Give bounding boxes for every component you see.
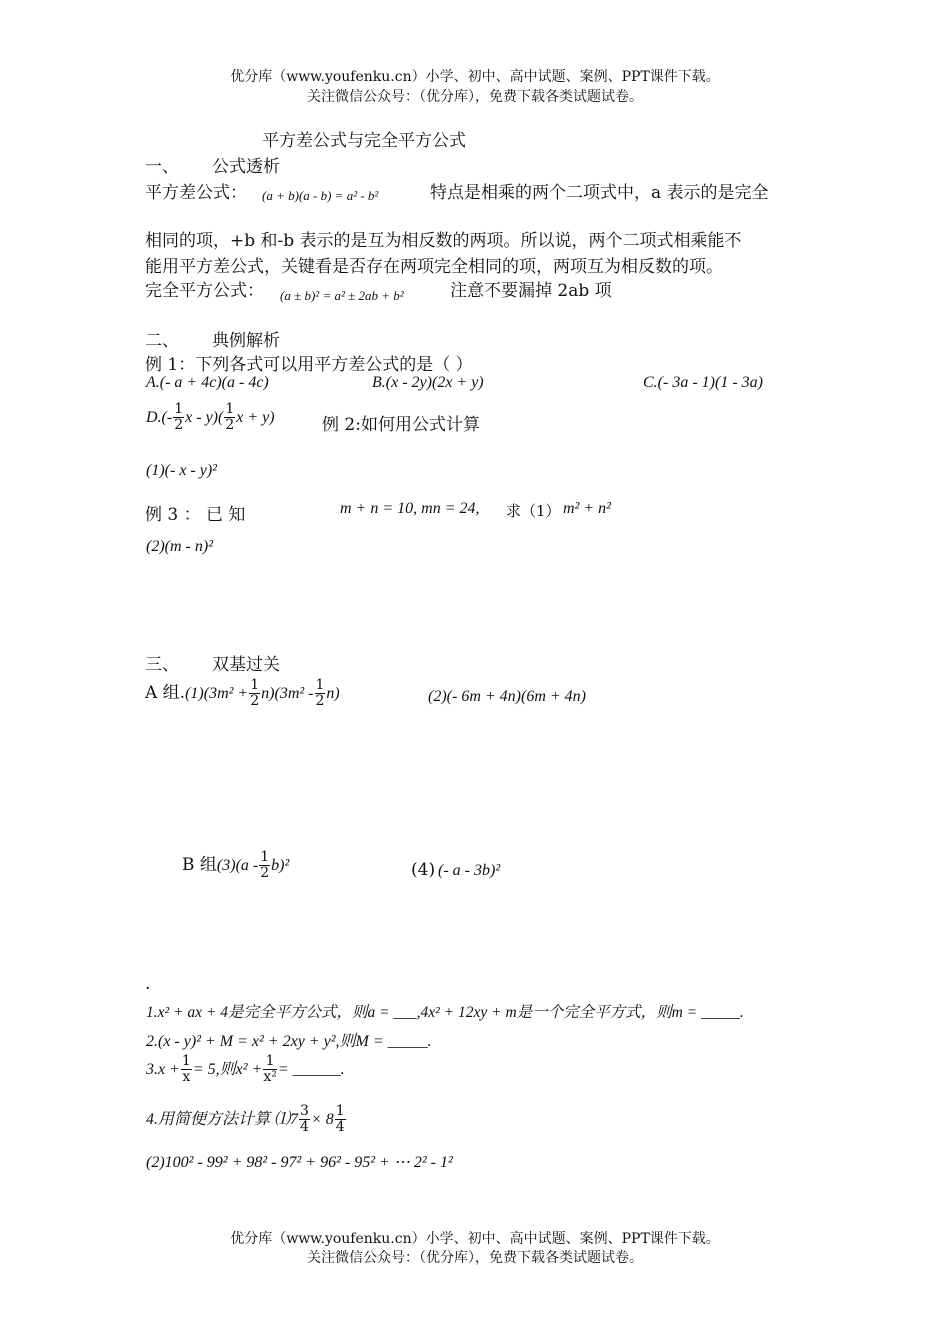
example-3-condition: m + n = 10, mn = 24,	[340, 500, 480, 517]
exercise-3-fraction-1: $\frac{1}{x}$	[181, 1053, 191, 1085]
exercise-4-pre: 4.用简便方法计算 ⑴7	[146, 1111, 299, 1128]
footer-line-1: 优分库（www.youfenku.cn）小学、初中、高中试题、案例、PPT课件下载。	[230, 1231, 720, 1247]
option-d	[146, 402, 275, 433]
group-b-label: B 组	[182, 855, 217, 875]
header-line-2: 关注微信公众号：（优分库），免费下载各类试题试卷。	[307, 89, 643, 105]
group-b-question-3	[182, 850, 289, 881]
section3-number: 三、	[145, 655, 179, 675]
exercise-4-fraction-2: $\frac{1}{4}$	[335, 1103, 345, 1135]
exercise-1: 1.x² + ax + 4是完全平方公式，则a = ___,4x² + 12xy + m是一个完全平方式，则m = _____.	[146, 1004, 744, 1021]
diff-desc-1: 特点是相乘的两个二项式中，a 表示的是完全	[430, 183, 769, 203]
option-d-mid-1: x - y)(	[185, 409, 224, 426]
example-2: 例 2:如何用公式计算	[322, 415, 480, 435]
exercise-3-pre: 3.x +	[146, 1061, 180, 1078]
exercise-2: 2.(x - y)² + M = x² + 2xy + y²,则M = _____.	[146, 1033, 432, 1050]
diff-desc-3: 能用平方差公式，关键看是否存在两项完全相同的项，两项互为相反数的项。	[145, 257, 723, 277]
section2-heading: 典例解析	[212, 331, 280, 351]
option-d-fraction-1: $\frac{1}{2}$	[174, 401, 184, 433]
exercise-4-mid: × 8	[310, 1111, 334, 1128]
example-3-question-1: m² + n²	[563, 500, 611, 517]
exercise-3-post: = ______.	[277, 1061, 345, 1078]
footer-line-2: 关注微信公众号：（优分库），免费下载各类试题试卷。	[307, 1250, 643, 1266]
diff-formula: (a + b)(a - b) = a² - b²	[262, 188, 379, 203]
group-b-question-4-label: (4)	[411, 860, 436, 880]
dot-marker: .	[145, 974, 151, 994]
group-a-question-1	[145, 678, 340, 709]
a1-fraction-1: $\frac{1}{2}$	[250, 677, 260, 709]
square-formula-label: 完全平方公式：	[145, 281, 264, 301]
a1-post: n)	[326, 685, 340, 702]
section3-heading: 双基过关	[212, 655, 280, 675]
exercise-3-mid: = 5,则x² +	[192, 1061, 263, 1078]
section1-number: 一、	[145, 157, 179, 177]
exercise-4	[146, 1104, 347, 1135]
example-1: 例 1：下列各式可以用平方差公式的是（ ）	[145, 355, 473, 375]
example-2-question-1: (1)(- x - y)²	[146, 462, 217, 479]
header-line-1: 优分库（www.youfenku.cn）小学、初中、高中试题、案例、PPT课件下载。	[230, 69, 720, 85]
option-c: C.(- 3a - 1)(1 - 3a)	[643, 374, 763, 391]
b3-fraction: $\frac{1}{2}$	[260, 849, 270, 881]
exercise-4-fraction-1: $\frac{3}{4}$	[300, 1103, 309, 1135]
section1-heading: 公式透析	[212, 157, 280, 177]
square-note: 注意不要漏掉 2ab 项	[450, 281, 612, 301]
group-a-question-2: (2)(- 6m + 4n)(6m + 4n)	[428, 688, 586, 705]
exercise-3	[146, 1054, 345, 1085]
option-d-mid-2: x + y)	[236, 409, 275, 426]
option-d-prefix: D.(-	[146, 409, 173, 426]
b3-post: b)²	[271, 857, 290, 874]
group-a-label: A 组.	[145, 683, 186, 703]
example-3-question-2: (2)(m - n)²	[146, 538, 213, 555]
group-b-question-4: (- a - 3b)²	[438, 862, 501, 879]
option-b: B.(x - 2y)(2x + y)	[372, 374, 484, 391]
option-a: A.(- a + 4c)(a - 4c)	[146, 374, 269, 391]
diff-desc-2: 相同的项，+b 和-b 表示的是互为相反数的两项。所以说，两个二项式相乘能不	[145, 231, 742, 251]
square-formula: (a ± b)² = a² ± 2ab + b²	[280, 288, 404, 303]
section2-number: 二、	[145, 331, 179, 351]
a1-mid: n)(3m² -	[261, 685, 314, 702]
example-3-label: 例 3 ： 已 知	[145, 505, 246, 525]
exercise-4-part-2: (2)100² - 99² + 98² - 97² + 96² - 95² + ⋯ 2² - 1²	[146, 1154, 453, 1171]
a1-fraction-2: $\frac{1}{2}$	[315, 677, 325, 709]
example-3-ask: 求（1）	[506, 502, 561, 520]
diff-formula-label: 平方差公式：	[145, 183, 247, 203]
b3-pre: (3)(a -	[216, 857, 259, 874]
a1-pre: (1)(3m² +	[185, 685, 249, 702]
exercise-3-fraction-2: $\frac{1}{\text{x²}}$	[263, 1053, 277, 1085]
page-title: 平方差公式与完全平方公式	[262, 131, 466, 151]
option-d-fraction-2: $\frac{1}{2}$	[225, 401, 235, 433]
